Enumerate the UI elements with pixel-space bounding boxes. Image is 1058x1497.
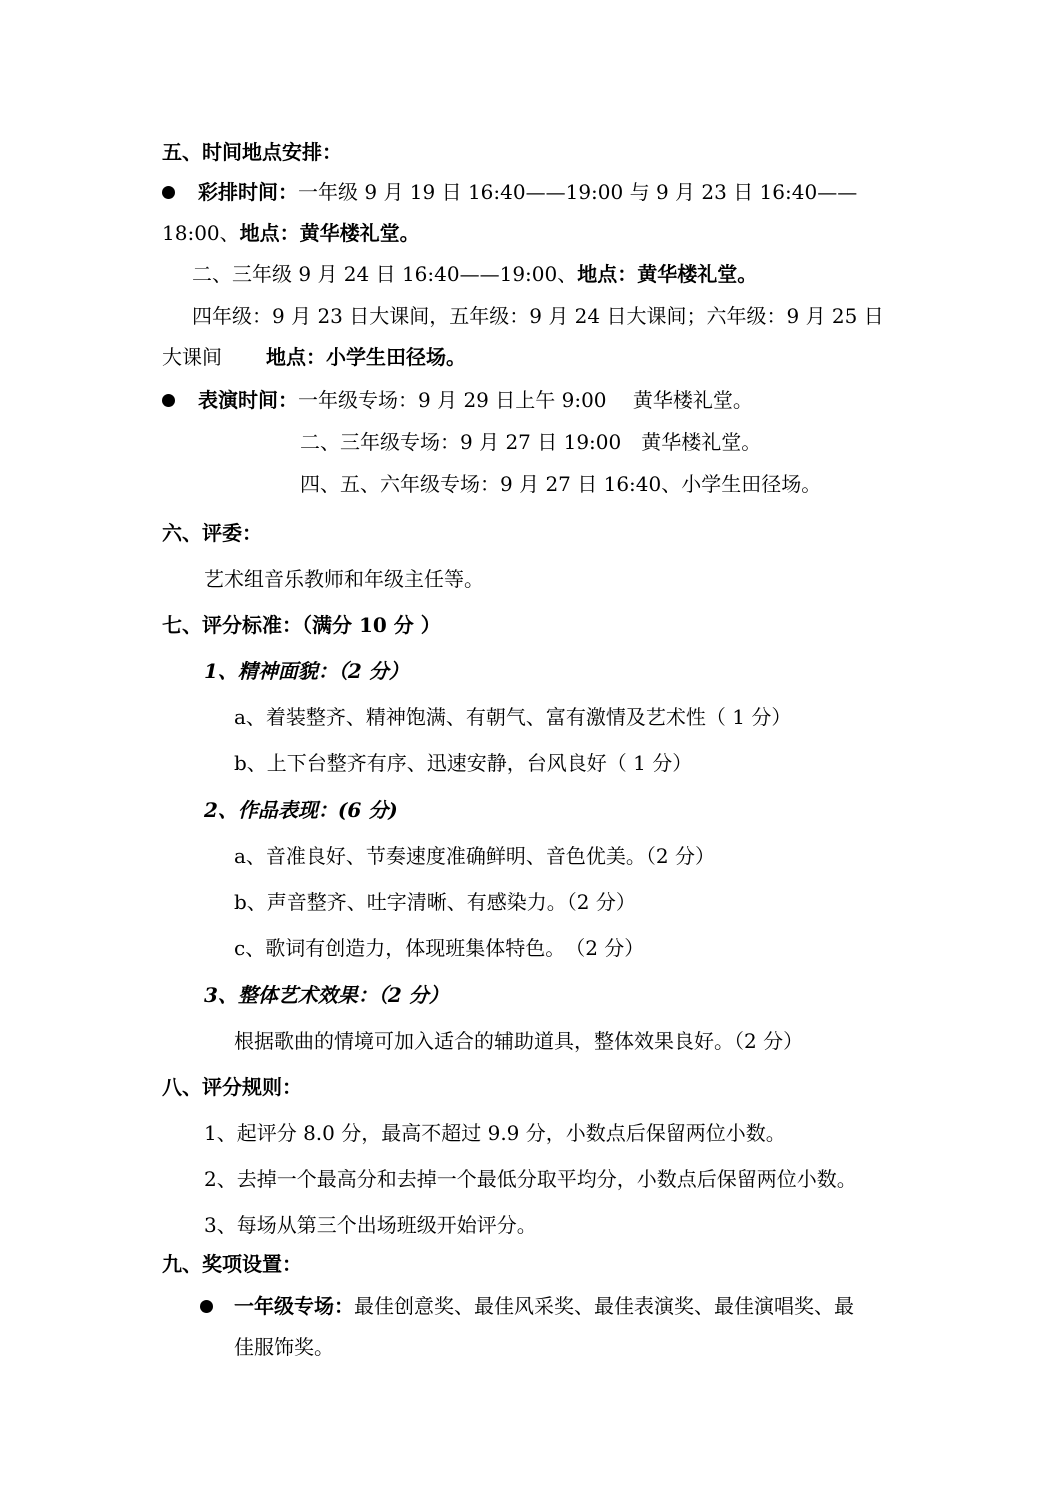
section5-heading: 五、时间地点安排： bbox=[162, 140, 342, 164]
bullet-icon bbox=[200, 1300, 213, 1313]
performance-line-1 bbox=[162, 388, 753, 412]
rehearsal-line-3 bbox=[192, 262, 757, 286]
award-grade1-line-2: 佳服饰奖。 bbox=[234, 1335, 334, 1359]
rehearsal-place-5: 地点：小学生田径场。 bbox=[266, 345, 466, 369]
criteria-2-c: c、歌词有创造力，体现班集体特色。 （2 分） bbox=[234, 936, 645, 960]
section9-heading: 九、奖项设置： bbox=[162, 1252, 302, 1276]
rehearsal-place-3: 地点：黄华楼礼堂。 bbox=[577, 262, 758, 286]
criteria-3-title: 3、整体艺术效果：（2 分） bbox=[204, 983, 449, 1007]
criteria-1-title: 1、精神面貌：（2 分） bbox=[204, 659, 409, 683]
bullet-icon bbox=[162, 394, 175, 407]
rehearsal-place-2: 地点：黄华楼礼堂。 bbox=[239, 221, 420, 245]
rehearsal-text-5: 大课间 bbox=[162, 345, 222, 369]
rehearsal-text-1: 一年级 9 月 19 日 16:40——19:00 与 9 月 23 日 16:40—— bbox=[298, 180, 858, 204]
criteria-2-b: b、声音整齐、吐字清晰、有感染力。（2 分） bbox=[234, 890, 636, 914]
rehearsal-line-1 bbox=[162, 180, 857, 204]
rule-1: 1、起评分 8.0 分，最高不超过 9.9 分，小数点后保留两位小数。 bbox=[204, 1121, 786, 1145]
rehearsal-text-2: 18:00、 bbox=[162, 221, 240, 245]
criteria-1-b: b、上下台整齐有序、迅速安静，台风良好（ 1 分） bbox=[234, 751, 693, 775]
section6-content: 艺术组音乐教师和年级主任等。 bbox=[204, 567, 484, 591]
performance-line-3: 四、五、六年级专场：9 月 27 日 16:40、小学生田径场。 bbox=[300, 472, 822, 496]
rule-2: 2、去掉一个最高分和去掉一个最低分取平均分，小数点后保留两位小数。 bbox=[204, 1167, 857, 1191]
criteria-2-title: 2、作品表现：(6 分) bbox=[204, 798, 398, 822]
performance-line-2: 二、三年级专场：9 月 27 日 19:00 黄华楼礼堂。 bbox=[300, 430, 762, 454]
rehearsal-text-3: 二、三年级 9 月 24 日 16:40——19:00、 bbox=[192, 262, 578, 286]
award-grade1-text-1: 最佳创意奖、最佳风采奖、最佳表演奖、最佳演唱奖、最 bbox=[354, 1294, 854, 1318]
award-grade1-line-1 bbox=[200, 1294, 854, 1318]
criteria-1-a: a、着装整齐、精神饱满、有朝气、富有激情及艺术性（ 1 分） bbox=[234, 705, 792, 729]
rehearsal-line-5 bbox=[162, 345, 466, 369]
bullet-icon bbox=[162, 186, 175, 199]
rehearsal-line-2 bbox=[162, 221, 420, 245]
section6-heading: 六、评委： bbox=[162, 521, 262, 545]
performance-text-1: 一年级专场：9 月 29 日上午 9:00 黄华楼礼堂。 bbox=[298, 388, 753, 412]
rehearsal-line-4: 四年级：9 月 23 日大课间，五年级：9 月 24 日大课间；六年级：9 月 25 日 bbox=[192, 304, 884, 328]
rule-3: 3、每场从第三个出场班级开始评分。 bbox=[204, 1213, 537, 1237]
performance-label: 表演时间： bbox=[198, 388, 298, 412]
section8-heading: 八、评分规则： bbox=[162, 1075, 302, 1099]
criteria-3-content: 根据歌曲的情境可加入适合的辅助道具，整体效果良好。（2 分） bbox=[234, 1029, 804, 1053]
rehearsal-label: 彩排时间： bbox=[198, 180, 298, 204]
section7-heading: 七、评分标准：（满分 10 分 ） bbox=[162, 613, 441, 637]
award-grade1-label: 一年级专场： bbox=[234, 1294, 354, 1318]
criteria-2-a: a、音准良好、节奏速度准确鲜明、音色优美。（2 分） bbox=[234, 844, 716, 868]
